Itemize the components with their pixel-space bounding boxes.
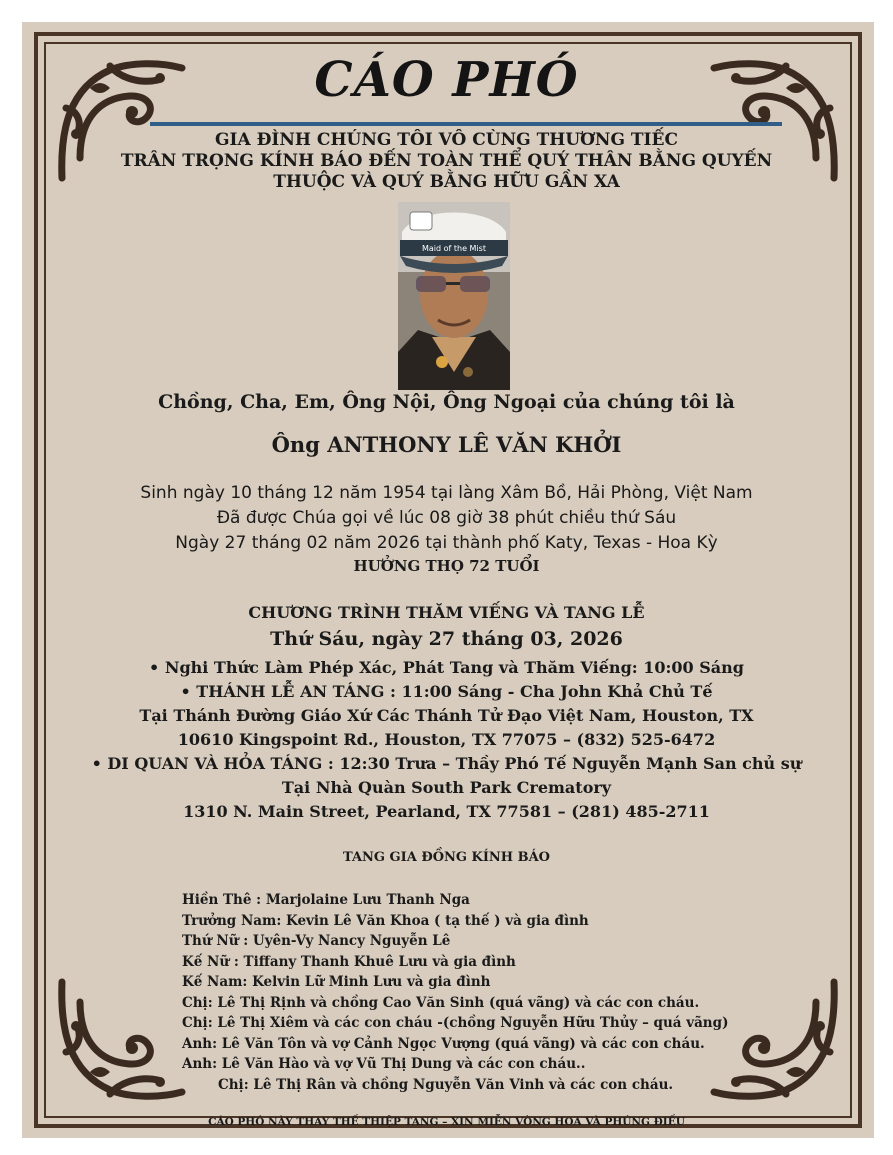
schedule-line: • Nghi Thức Làm Phép Xác, Phát Tang và Thăm Viếng: 10:00 Sáng	[149, 658, 744, 677]
relation-line: Chồng, Cha, Em, Ông Nội, Ông Ngoại của chúng tôi là	[158, 391, 735, 413]
schedule-line: 1310 N. Main Street, Pearland, TX 77581 – (281) 485-2711	[183, 802, 710, 821]
family-member: Thứ Nữ : Uyên-Vy Nancy Nguyễn Lê	[182, 933, 451, 949]
schedule-line: • DI QUAN VÀ HỎA TÁNG : 12:30 Trưa – Thầy Phó Tế Nguyễn Mạnh San chủ sự	[91, 754, 802, 773]
family-member: Anh: Lê Văn Tôn và vợ Cảnh Ngọc Vượng (quá vãng) và các con cháu.	[182, 1035, 705, 1052]
page-title: CÁO PHÓ	[314, 52, 579, 108]
age-line: HƯỞNG THỌ 72 TUỔI	[353, 557, 540, 575]
family-member: Chị: Lê Thị Rịnh và chồng Cao Văn Sinh (quá vãng) và các con cháu.	[182, 994, 700, 1011]
life-details	[0, 481, 893, 556]
title-underline	[150, 122, 782, 126]
schedule-line: Tại Nhà Quàn South Park Crematory	[281, 778, 612, 797]
family-member: Kế Nam: Kelvin Lữ Minh Lưu và gia đình	[182, 974, 491, 990]
family-member: Chị: Lê Thị Xiêm và các con cháu -(chồng Nguyễn Hữu Thủy – quá vãng)	[182, 1015, 729, 1031]
portrait-illustration	[398, 202, 510, 390]
family-heading: TANG GIA ĐỒNG KÍNH BÁO	[342, 850, 551, 865]
intro-line: THUỘC VÀ QUÝ BẰNG HỮU GẦN XA	[273, 172, 620, 192]
schedule-line: • THÁNH LỄ AN TÁNG : 11:00 Sáng - Cha John Khả Chủ Tế	[180, 682, 713, 701]
footer-note: CÁO PHÓ NÀY THAY THẾ THIỆP TANG – XIN MIỄN VÒNG HOA VÀ PHÚNG ĐIẾU	[208, 1116, 685, 1128]
program-date: Thứ Sáu, ngày 27 tháng 03, 2026	[270, 628, 623, 650]
family-members-list	[182, 890, 728, 1095]
family-member: Hiền Thê : Marjolaine Lưu Thanh Nga	[182, 892, 470, 908]
program-schedule	[0, 656, 893, 824]
family-member: Anh: Lê Văn Hào và vợ Vũ Thị Dung và các con cháu..	[182, 1056, 586, 1072]
family-member: Trưởng Nam: Kevin Lê Văn Khoa ( tạ thế ) và gia đình	[182, 912, 589, 929]
schedule-line: 10610 Kingspoint Rd., Houston, TX 77075 – (832) 525-6472	[177, 730, 716, 749]
family-member: Chị: Lê Thị Rân và chồng Nguyễn Văn Vinh và các con cháu.	[218, 1076, 674, 1093]
cap-text: Maid of the Mist	[421, 244, 487, 253]
deceased-name: Ông ANTHONY LÊ VĂN KHỞI	[271, 432, 622, 457]
life-line: Đã được Chúa gọi về lúc 08 giờ 38 phút chiều thứ Sáu	[216, 508, 677, 528]
family-member: Kế Nữ : Tiffany Thanh Khuê Lưu và gia đình	[182, 953, 516, 970]
life-line: Sinh ngày 10 tháng 12 năm 1954 tại làng Xâm Bồ, Hải Phòng, Việt Nam	[140, 483, 753, 503]
corner-ornament-bottom-left	[50, 972, 190, 1112]
schedule-line: Tại Thánh Đường Giáo Xứ Các Thánh Tử Đạo Việt Nam, Houston, TX	[139, 706, 754, 725]
intro-text	[0, 130, 893, 193]
intro-line: TRÂN TRỌNG KÍNH BÁO ĐẾN TOÀN THỂ QUÝ THÂN BẰNG QUYẾN	[120, 151, 773, 171]
intro-line: GIA ĐÌNH CHÚNG TÔI VÔ CÙNG THƯƠNG TIẾC	[215, 130, 678, 150]
program-title: CHƯƠNG TRÌNH THĂM VIẾNG VÀ TANG LỄ	[248, 603, 645, 622]
life-line: Ngày 27 tháng 02 năm 2026 tại thành phố Katy, Texas - Hoa Kỳ	[175, 533, 718, 553]
portrait-photo	[398, 202, 510, 390]
